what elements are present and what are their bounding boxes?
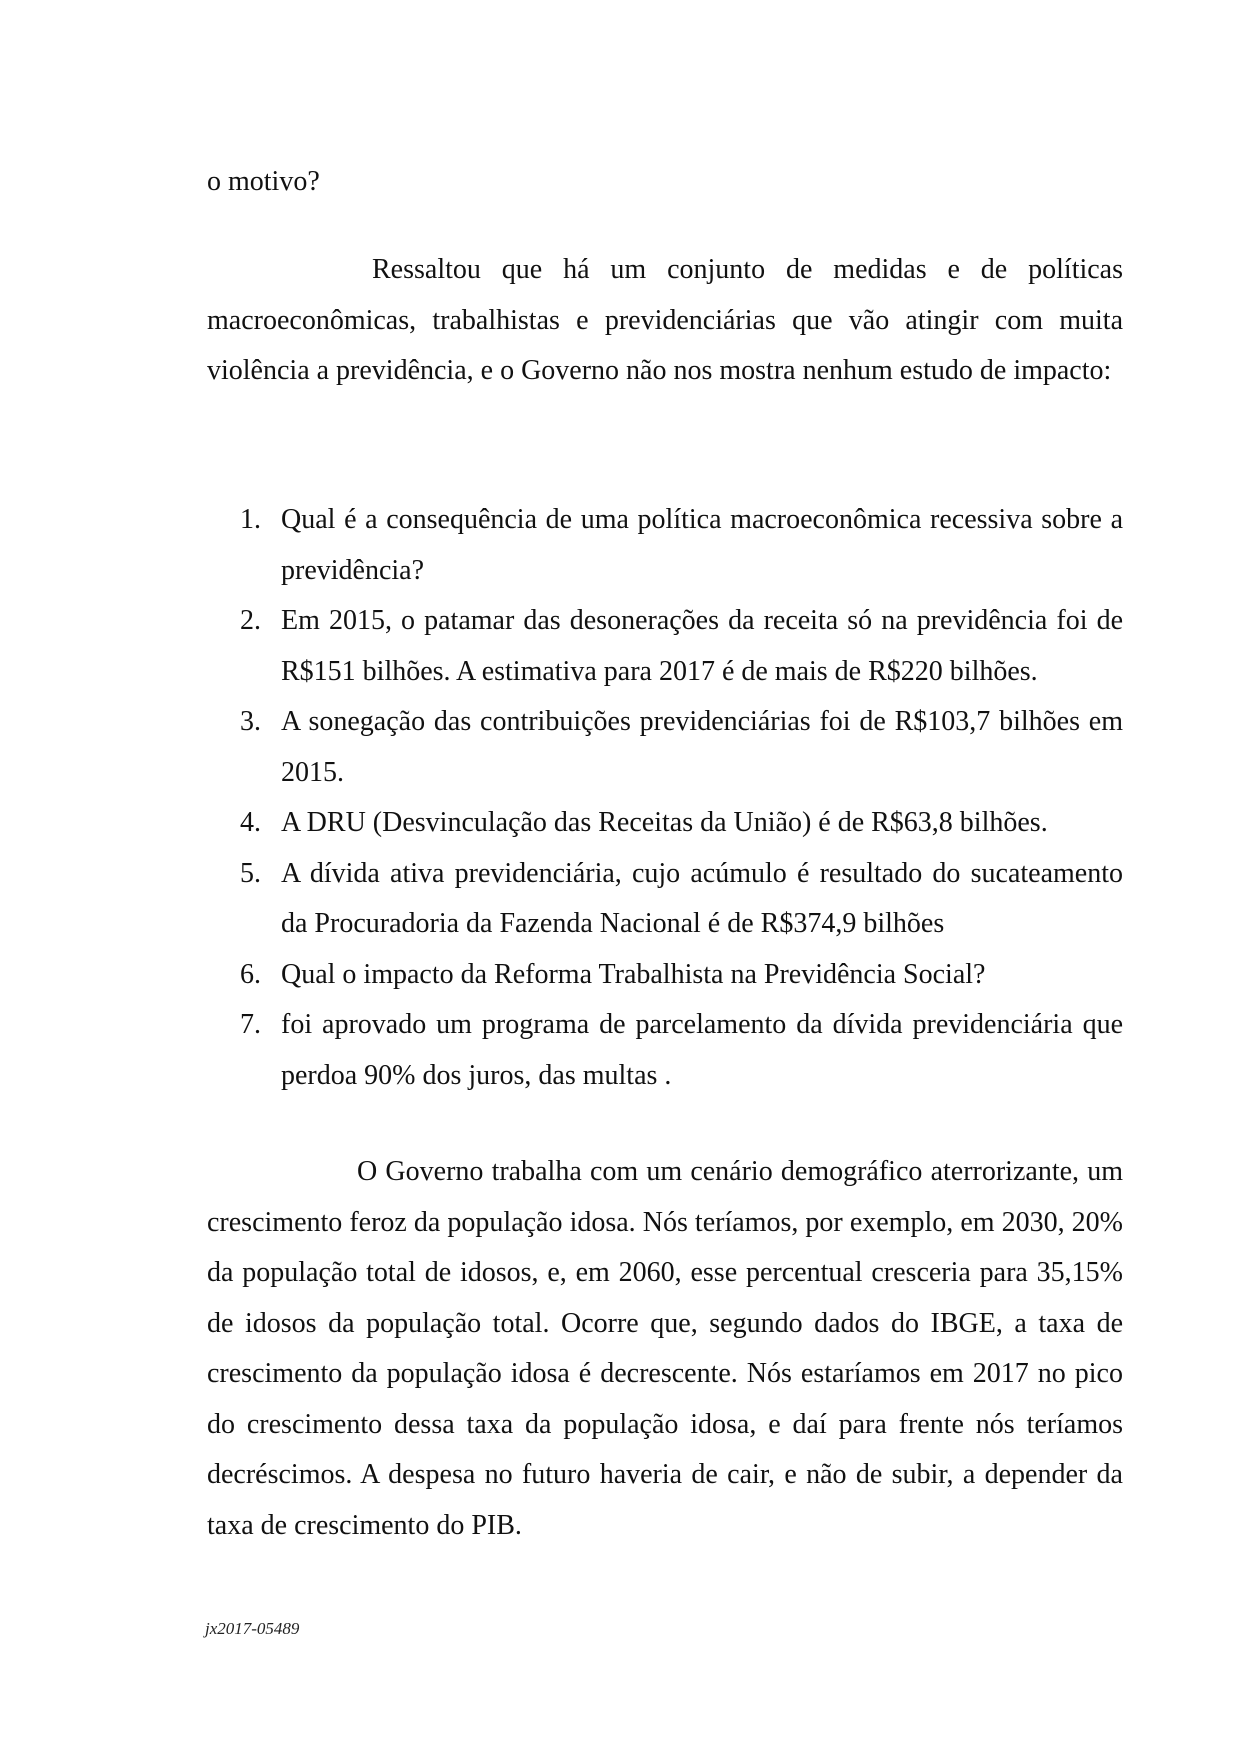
list-item-number: 6. [240, 958, 261, 990]
list-item-text: Em 2015, o patamar das desonerações da receita só na previdência foi de R$151 bilhões. A estimativa para 2017 é de mais de R$220 bilhões. [281, 605, 1123, 687]
list-item [0, 1000, 1123, 1101]
list-item-text: Qual é a consequência de uma política macroeconômica recessiva sobre a previdência? [281, 504, 1123, 586]
list-item-text: A DRU (Desvinculação das Receitas da União) é de R$63,8 bilhões. [281, 807, 1048, 838]
intro-paragraph: Ressaltou que há um conjunto de medidas e de políticas macroeconômicas, trabalhistas e previdenciárias que vão atingir com muita violência a previdência, e o Governo não nos mostra nenhum estudo de impacto: [207, 254, 1123, 386]
list-item [0, 596, 1123, 697]
list-item-text: A dívida ativa previdenciária, cujo acúmulo é resultado do sucateamento da Procuradoria da Fazenda Nacional é de R$374,9 bilhões [281, 857, 1123, 939]
list-item-number: 5. [240, 857, 261, 889]
list-item-number: 3. [240, 706, 261, 737]
continuation-text: o motivo? [207, 166, 320, 197]
list-item-number: 1. [240, 504, 261, 535]
list-item-number: 2. [240, 605, 261, 636]
document-code: jx2017-05489 [205, 1619, 300, 1638]
list-item [0, 798, 1123, 849]
list-item-text: A sonegação das contribuições previdenciárias foi de R$103,7 bilhões em 2015. [281, 706, 1123, 788]
list-item-text: foi aprovado um programa de parcelamento da dívida previdenciária que perdoa 90% dos juros, das multas . [281, 1009, 1123, 1091]
impact-questions-list [0, 495, 1240, 1101]
list-item [0, 849, 1123, 950]
list-item [0, 950, 1123, 1001]
list-item-number: 4. [240, 807, 261, 838]
demographics-paragraph: O Governo trabalha com um cenário demográfico aterrorizante, um crescimento feroz da população idosa. Nós teríamos, por exemplo, em 2030, 20% da população total de idosos, e, em 2060, esse percentual cresceria para 35,15% de idosos da população total. Ocorre que, segundo dados do IBGE, a taxa de crescimento da população idosa é decrescente. Nós estaríamos em 2017 no pico do crescimento dessa taxa da população idosa, e daí para frente nós teríamos decréscimos. A despesa no futuro haveria de cair, e não de subir, a depender da taxa de crescimento do PIB. [207, 1156, 1123, 1541]
list-item [0, 495, 1123, 596]
list-item-text: Qual o impacto da Reforma Trabalhista na Previdência Social? [281, 958, 986, 990]
list-item-number: 7. [240, 1009, 261, 1040]
list-item [0, 697, 1123, 798]
